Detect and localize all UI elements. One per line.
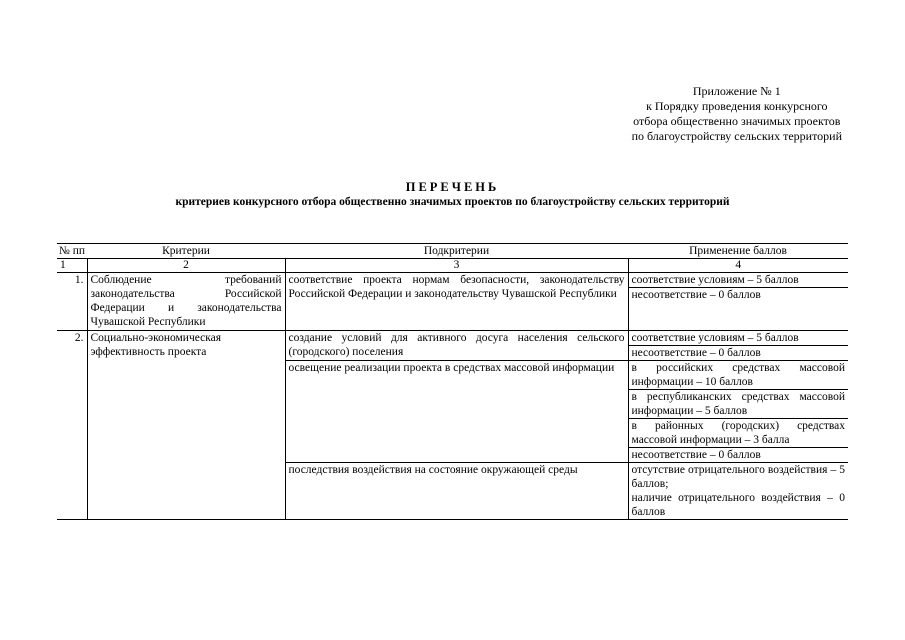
criteria-table [57, 243, 848, 520]
row-number: 2. [57, 331, 87, 520]
points-cell: несоответствие – 0 баллов [628, 448, 848, 463]
row-number: 1. [57, 273, 87, 331]
header-num: № пп [58, 245, 86, 257]
annex-line: к Порядку проведения конкурсного [646, 99, 828, 113]
column-number: 3 [285, 259, 628, 273]
criterion-cell: Соблюдение требований законодательства Российской Федерации и законодательства Чувашской Республики [87, 273, 285, 331]
points-cell: соответствие условиям – 5 баллов [628, 273, 848, 288]
column-number: 1 [57, 259, 87, 273]
points-cell: несоответствие – 0 баллов [628, 346, 848, 361]
annex-line: Приложение № 1 [692, 84, 781, 98]
column-number: 2 [87, 259, 285, 273]
column-numbers-row [57, 259, 848, 273]
subcriterion-cell: соответствие проекта нормам безопасности, законодательству Российской Федерации и законодательству Чувашской Республики [285, 273, 628, 331]
criterion-cell: Социально-экономическая эффективность проекта [87, 331, 285, 520]
annex-line: отбора общественно значимых проектов [633, 114, 841, 128]
document-title: ПЕРЕЧЕНЬ [405, 180, 500, 194]
header-subcriteria: Подкритерии [285, 244, 628, 259]
subcriterion-cell: освещение реализации проекта в средствах массовой информации [285, 361, 628, 463]
points-cell: в районных (городских) средствах массовой информации – 3 балла [628, 419, 848, 448]
points-cell: соответствие условиям – 5 баллов [628, 331, 848, 346]
table-row [57, 273, 848, 288]
points-cell: в российских средствах массовой информации – 10 баллов [628, 361, 848, 390]
subcriterion-cell: последствия воздействия на состояние окружающей среды [285, 463, 628, 520]
header-points: Применение баллов [628, 244, 848, 259]
header-criteria: Критерии [87, 244, 285, 259]
annex-line: по благоустройству сельских территорий [631, 129, 842, 143]
column-number: 4 [628, 259, 848, 273]
document-subtitle: критериев конкурсного отбора общественно значимых проектов по благоустройству сельских территорий [175, 196, 730, 208]
subcriterion-cell: создание условий для активного досуга населения сельского (городского) поселения [285, 331, 628, 361]
annex-block [632, 84, 842, 144]
points-cell: отсутствие отрицательного воздействия – 5 баллов; [628, 463, 848, 492]
points-cell: наличие отрицательного воздействия – 0 баллов [628, 491, 848, 520]
points-cell: в республиканских средствах массовой информации – 5 баллов [628, 390, 848, 419]
table-header-row [57, 244, 848, 259]
points-cell: несоответствие – 0 баллов [628, 288, 848, 331]
table-row [57, 331, 848, 346]
